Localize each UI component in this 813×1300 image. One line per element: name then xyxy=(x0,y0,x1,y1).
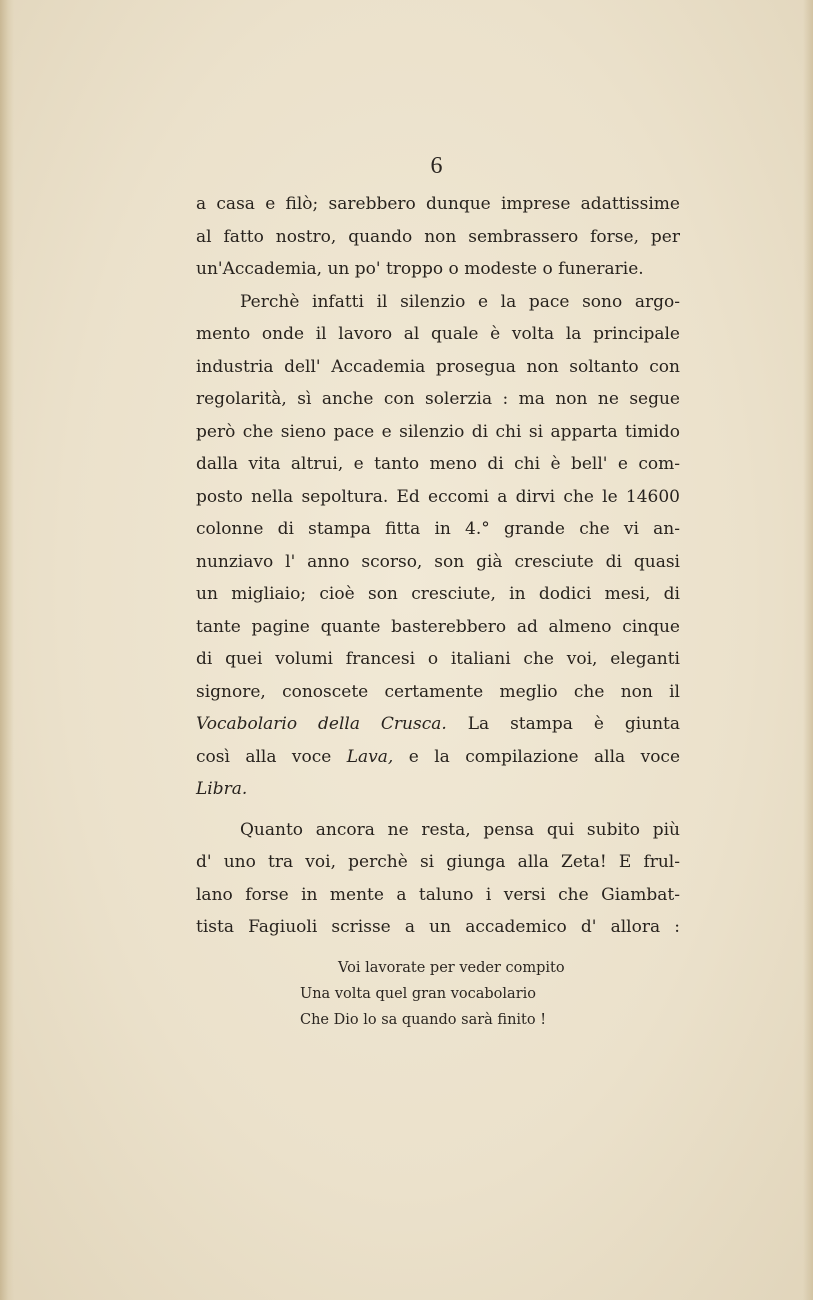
text-span: così alla voce xyxy=(196,746,332,767)
text-line: d' uno tra voi, perchè si giunga alla Zeta! E frul- xyxy=(196,852,680,872)
text-line: tista Fagiuoli scrisse a un accademico d' allora : xyxy=(196,917,680,937)
body-text xyxy=(196,188,680,944)
text-span: e la compilazione alla voce xyxy=(408,746,681,767)
text-line: però che sieno pace e silenzio di chi si apparta timido xyxy=(196,421,680,442)
text-line: industria dell' Accademia prosegua non soltanto con xyxy=(196,356,680,377)
text-line: dalla vita altrui, e tanto meno di chi è bell' e com- xyxy=(196,454,680,474)
verse-line: Che Dio lo sa quando sarà finito ! xyxy=(300,1012,547,1028)
paragraph-3 xyxy=(196,814,680,944)
italic-word: Libra. xyxy=(196,779,248,799)
verse-line: Una volta quel gran vocabolario xyxy=(300,986,536,1002)
text-line: colonne di stampa fitta in 4.° grande che vi an- xyxy=(196,519,680,539)
text-line: a casa e filò; sarebbero dunque imprese adattissime xyxy=(196,194,680,214)
page-number: 6 xyxy=(430,153,443,179)
text-line: tante pagine quante basterebbero ad almeno cinque xyxy=(196,616,680,637)
paragraph-1 xyxy=(196,188,680,286)
italic-word: Lava, xyxy=(346,746,394,767)
verse-line: Voi lavorate per veder compito xyxy=(338,960,565,976)
text-line: un migliaio; cioè son cresciute, in dodici mesi, di xyxy=(196,584,680,604)
text-line: un'Accademia, un po' troppo o modeste o funerarie. xyxy=(196,259,644,279)
text-line: regolarità, sì anche con solerzia : ma non ne segue xyxy=(196,389,680,409)
paragraph-gap xyxy=(196,806,680,814)
text-line: posto nella sepoltura. Ed eccomi a dirvi che le 14600 xyxy=(196,486,680,507)
text-line xyxy=(196,741,680,774)
verse-quote xyxy=(300,955,565,1033)
page-right-edge xyxy=(803,0,813,1300)
text-line: signore, conoscete certamente meglio che non il xyxy=(196,681,680,702)
italic-title: Vocabolario della Crusca. xyxy=(196,714,447,734)
text-line: Quanto ancora ne resta, pensa qui subito più xyxy=(240,819,680,840)
page-left-edge xyxy=(0,0,14,1300)
text-line: al fatto nostro, quando non sembrassero forse, per xyxy=(196,226,680,247)
text-line: Perchè infatti il silenzio e la pace sono argo- xyxy=(240,291,680,312)
paragraph-2 xyxy=(196,286,680,806)
text-line: nunziavo l' anno scorso, son già cresciute di quasi xyxy=(196,551,680,572)
text-line: mento onde il lavoro al quale è volta la principale xyxy=(196,324,680,344)
text-line xyxy=(196,773,680,806)
text-line xyxy=(196,708,680,741)
text-line: di quei volumi francesi o italiani che voi, eleganti xyxy=(196,649,680,669)
text-span: La stampa è giunta xyxy=(467,714,680,734)
text-line: lano forse in mente a taluno i versi che Giambat- xyxy=(196,884,680,905)
